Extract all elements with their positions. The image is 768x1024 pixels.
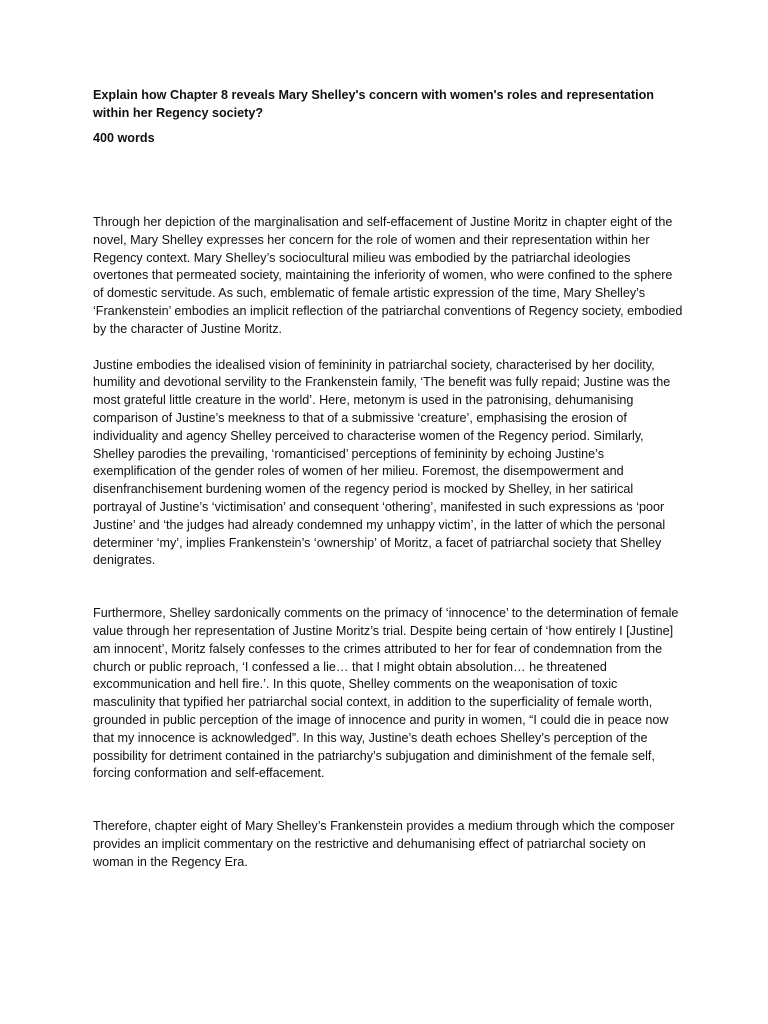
paragraph-conclusion: Therefore, chapter eight of Mary Shelley’s Frankenstein provides a medium through which the composer provides an implicit commentary on the restrictive and dehumanising effect of patriarchal society on woman in the Regency Era. xyxy=(93,819,675,869)
word-count: 400 words xyxy=(93,131,155,145)
paragraph-body-1: Justine embodies the idealised vision of femininity in patriarchal society, characterised by her docility, humility and devotional servility to the Frankenstein family, ‘The benefit was fully repaid; Justine was the most grateful little creature in the world’. Here, metonym is used in the patronising, dehumanising comparison of Justine’s meekness to that of a submissive ‘creature’, emphasising the erosion of individuality and agency Shelley perceived to characterise women of the Regency period. Similarly, Shelley parodies the prevailing, ‘romanticised’ perceptions of femininity by echoing Justine’s exemplification of the gender roles of women of her milieu. Foremost, the disempowerment and disenfranchisement burdening women of the regency period is mocked by Shelley, in her satirical portrayal of Justine’s ‘victimisation’ and consequent ‘othering’, manifested in such expressions as ‘poor Justine’ and ‘the judges had already condemned my unhappy victim’, in the latter of which the personal determiner ‘my’, implies Frankenstein’s ‘ownership’ of Moritz, a facet of patriarchal society that Shelley denigrates. xyxy=(93,357,671,568)
essay-question: Explain how Chapter 8 reveals Mary Shelley's concern with women's roles and representation within her Regency society? xyxy=(93,88,654,120)
document-body xyxy=(93,86,683,872)
paragraph-introduction: Through her depiction of the marginalisation and self-effacement of Justine Moritz in chapter eight of the novel, Mary Shelley expresses her concern for the role of women and their representation within her Regency context. Mary Shelley’s sociocultural milieu was embodied by the patriarchal ideologies overtones that permeated society, maintaining the inferiority of women, who were confined to the sphere of domestic servitude. As such, emblematic of female artistic expression of the time, Mary Shelley’s ‘Frankenstein’ embodies an implicit reflection of the patriarchal conventions of Regency society, embodied by the character of Justine Moritz. xyxy=(93,215,683,336)
paragraph-body-2: Furthermore, Shelley sardonically comments on the primacy of ‘innocence’ to the determination of female value through her representation of Justine Moritz’s trial. Despite being certain of ‘how entirely I [Justine] am innocent’, Moritz falsely confesses to the crimes attributed to her for fear of condemnation from the church or public reproach, ‘I confessed a lie… that I might obtain absolution… he threatened excommunication and hell fire.’. In this quote, Shelley comments on the weaponisation of toxic masculinity that typified her patriarchal social context, in addition to the superficiality of female worth, grounded in public perception of the image of innocence and purity in women, “I could die in peace now that my innocence is acknowledged”. In this way, Justine’s death echoes Shelley’s perception of the possibility for detriment contained in the patriarchy’s subjugation and diminishment of the female self, forcing conformation and self-effacement. xyxy=(93,606,679,781)
